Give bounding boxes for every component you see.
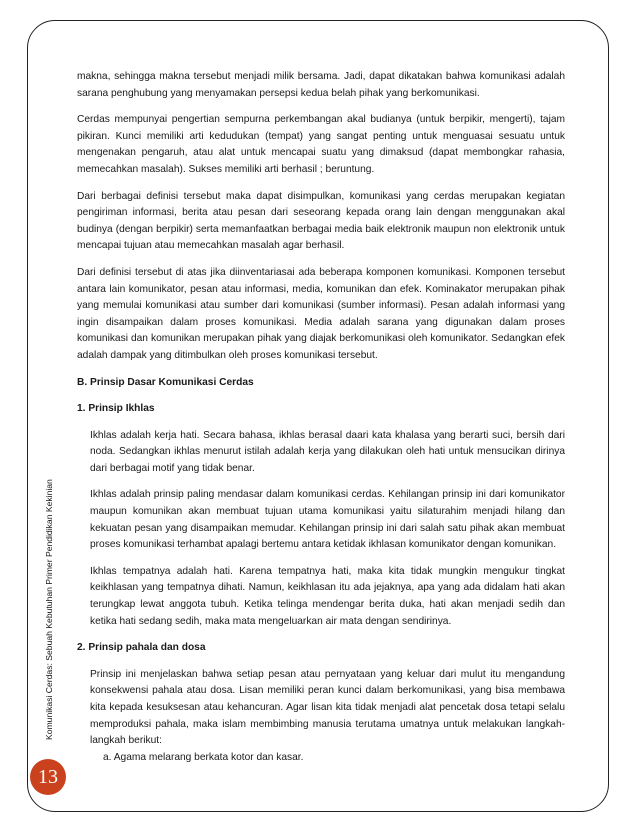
paragraph: Cerdas mempunyai pengertian sempurna perkembangan akal budianya (untuk berpikir, mengerti), tajam pikiran. Kunci memiliki arti kedudukan (tempat) yang sangat penting untuk menguasai sesuatu untuk mengenakan pengaruh, atau alat untuk mencapai suatu yang dimaksud (dapat membongkar rahasia, memecahkan masalah). Sukses memiliki arti berhasil ; beruntung.	[77, 114, 565, 175]
subsection-2-body	[77, 667, 565, 750]
list-item: a. Agama melarang berkata kotor dan kasar.	[103, 751, 304, 763]
page-number: 13	[38, 765, 58, 788]
subsection-1-body	[77, 428, 565, 631]
paragraph: Dari berbagai definisi tersebut maka dapat disimpulkan, komunikasi yang cerdas merupakan kegiatan pengiriman informasi, berita atau pesan dari seseorang kepada orang lain dengan menggunakan akal budinya (dengan berpikir) serta memanfaatkan berbagai media baik elektronik maupun non elektronik untuk mencapai tujuan atau memecahkan masalah agar berhasil.	[77, 190, 565, 252]
side-running-title: Komunikasi Cerdas: Sebuah Kebutuhan Primer Pendidikan Kekinian	[44, 479, 54, 740]
main-text	[77, 69, 565, 766]
paragraph: Dari definisi tersebut di atas jika diinventariasai ada beberapa komponen komunikasi. Komponen tersebut antara lain komunikator, pesan atau informasi, media, komunikan dan efek. Kominakator merupakan pihak yang memulai komunikasi atau sumber dari komunikasi (sumber informasi). Pesan adalah informasi yang ingin disampaikan dalam proses komunikasi. Media adalah sarana yang digunakan dalam proses komunikasi dan komunikan merupakan pihak yang diajak berkomunikasi oleh komunikator. Sedangkan efek adalah dampak yang ditimbulkan oleh proses komunikasi tersebut.	[77, 266, 565, 361]
paragraph: Prinsip ini menjelaskan bahwa setiap pesan atau pernyataan yang keluar dari mulut itu mengandung konsekwensi pahala atau dosa. Lisan memiliki peran kunci dalam berkomunikasi, yang bisa membawa kita kepada kesuksesan atau kehancuran. Agar lisan kita tidak menjadi alat pencetak dosa tetapi selalu memproduksi pahala, maka islam membimbing manusia terutama umatnya untuk melakukan langkah-langkah berikut:	[90, 668, 565, 747]
paragraph: Ikhlas adalah prinsip paling mendasar dalam komunikasi cerdas. Kehilangan prinsip ini dari komunikator maupun komunikan akan membuat tujuan utama komunikasi yaitu silaturahim menjadi hilang dan kekuatan pesan yang disampaikan memudar. Kehilangan prinsip ini dari salah satu pihak akan membuat proses komunikasi terhambat apalagi bertemu antara ketidak ikhlasan komunikator dengan komunikan.	[90, 489, 565, 551]
paragraph: makna, sehingga makna tersebut menjadi milik bersama. Jadi, dapat dikatakan bahwa komunikasi adalah sarana penghubung yang menyamakan persepsi kedua belah pihak yang berkomunikasi.	[77, 71, 565, 99]
page-number-badge	[30, 759, 66, 795]
paragraph: Ikhlas tempatnya adalah hati. Karena tempatnya hati, maka kita tidak mungkin mengukur tingkat keikhlasan yang tempatnya dihati. Namun, keikhlasan itu ada jejaknya, apa yang ada didalam hati akan terungkap lewat anggota tubuh. Ketika telinga mendengar berita duka, hati akan menjadi sedih dan ketika hati sedang sedih, maka mata mengeluarkan air mata dengan sendirinya.	[90, 565, 565, 627]
section-heading: B. Prinsip Dasar Komunikasi Cerdas	[77, 376, 254, 388]
paragraph: Ikhlas adalah kerja hati. Secara bahasa, ikhlas berasal daari kata khalasa yang berarti suci, bersih dari noda. Sedangkan ikhlas menurut istilah adalah kerja yang dilakukan oleh hati untuk mensucikan dirinya dari berbagai motif yang tidak benar.	[90, 429, 565, 474]
subsection-heading: 1. Prinsip Ikhlas	[77, 403, 155, 415]
subsection-heading: 2. Prinsip pahala dan dosa	[77, 642, 206, 654]
